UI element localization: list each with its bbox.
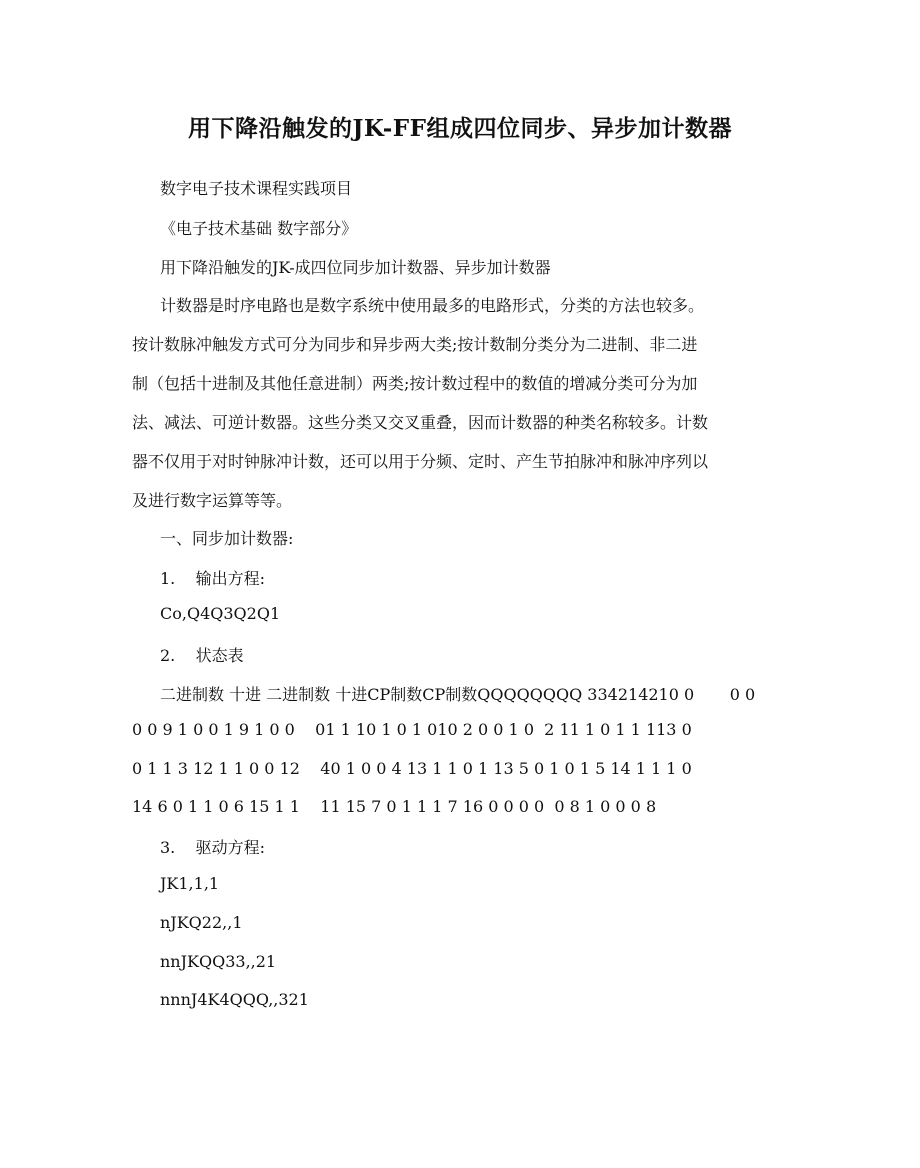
drive-equation: nnnJ4K4QQQ,,321: [160, 990, 309, 1009]
intro-line: 按计数脉冲触发方式可分为同步和异步两大类;按计数制分类分为二进制、非二进: [132, 335, 698, 354]
drive-equation: nnJKQQ33,,21: [160, 952, 277, 971]
drive-equation: JK1,1,1: [160, 874, 220, 893]
topic-text: 用下降沿触发的JK-成四位同步加计数器、异步加计数器: [160, 258, 551, 277]
state-table-line: 0 0 9 1 0 0 1 9 1 0 0 01 1 10 1 0 1 010 2 0 0 1 0 2 11 1 0 1 1 113 0: [132, 720, 692, 739]
state-table-line: 14 6 0 1 1 0 6 15 1 1 11 15 7 0 1 1 1 7 16 0 0 0 0 0 8 1 0 0 0 8: [132, 797, 657, 816]
list-item-output-equation: 1. 输出方程:: [160, 569, 266, 588]
output-equation: Co,Q4Q3Q2Q1: [160, 604, 281, 623]
intro-line: 计数器是时序电路也是数字系统中使用最多的电路形式，分类的方法也较多。: [160, 296, 705, 315]
intro-line: 器不仅用于对时钟脉冲计数，还可以用于分频、定时、产生节拍脉冲和脉冲序列以: [132, 452, 709, 471]
page-title: 用下降沿触发的JK-FF组成四位同步、异步加计数器: [188, 115, 732, 142]
list-item-state-table: 2. 状态表: [160, 646, 244, 665]
drive-equation: nJKQ22,,1: [160, 913, 243, 932]
list-item-drive-equation: 3. 驱动方程:: [160, 838, 266, 857]
intro-line: 制（包括十进制及其他任意进制）两类;按计数过程中的数值的增减分类可分为加: [132, 374, 698, 393]
state-table-line: 0 1 1 3 12 1 1 0 0 12 40 1 0 0 4 13 1 1 0 1 13 5 0 1 0 1 5 14 1 1 1 0: [132, 759, 692, 778]
book-title: 《电子技术基础 数字部分》: [160, 219, 358, 238]
subtitle-text: 数字电子技术课程实践项目: [160, 179, 353, 198]
intro-line: 法、减法、可逆计数器。这些分类又交叉重叠，因而计数器的种类名称较多。计数: [132, 413, 709, 432]
intro-line: 及进行数字运算等等。: [132, 491, 293, 510]
state-table-line: 二进制数 十进 二进制数 十进CP制数CP制数QQQQQQQQ 334214210 0 0 0: [160, 685, 756, 704]
section-heading: 一、同步加计数器:: [160, 529, 294, 548]
